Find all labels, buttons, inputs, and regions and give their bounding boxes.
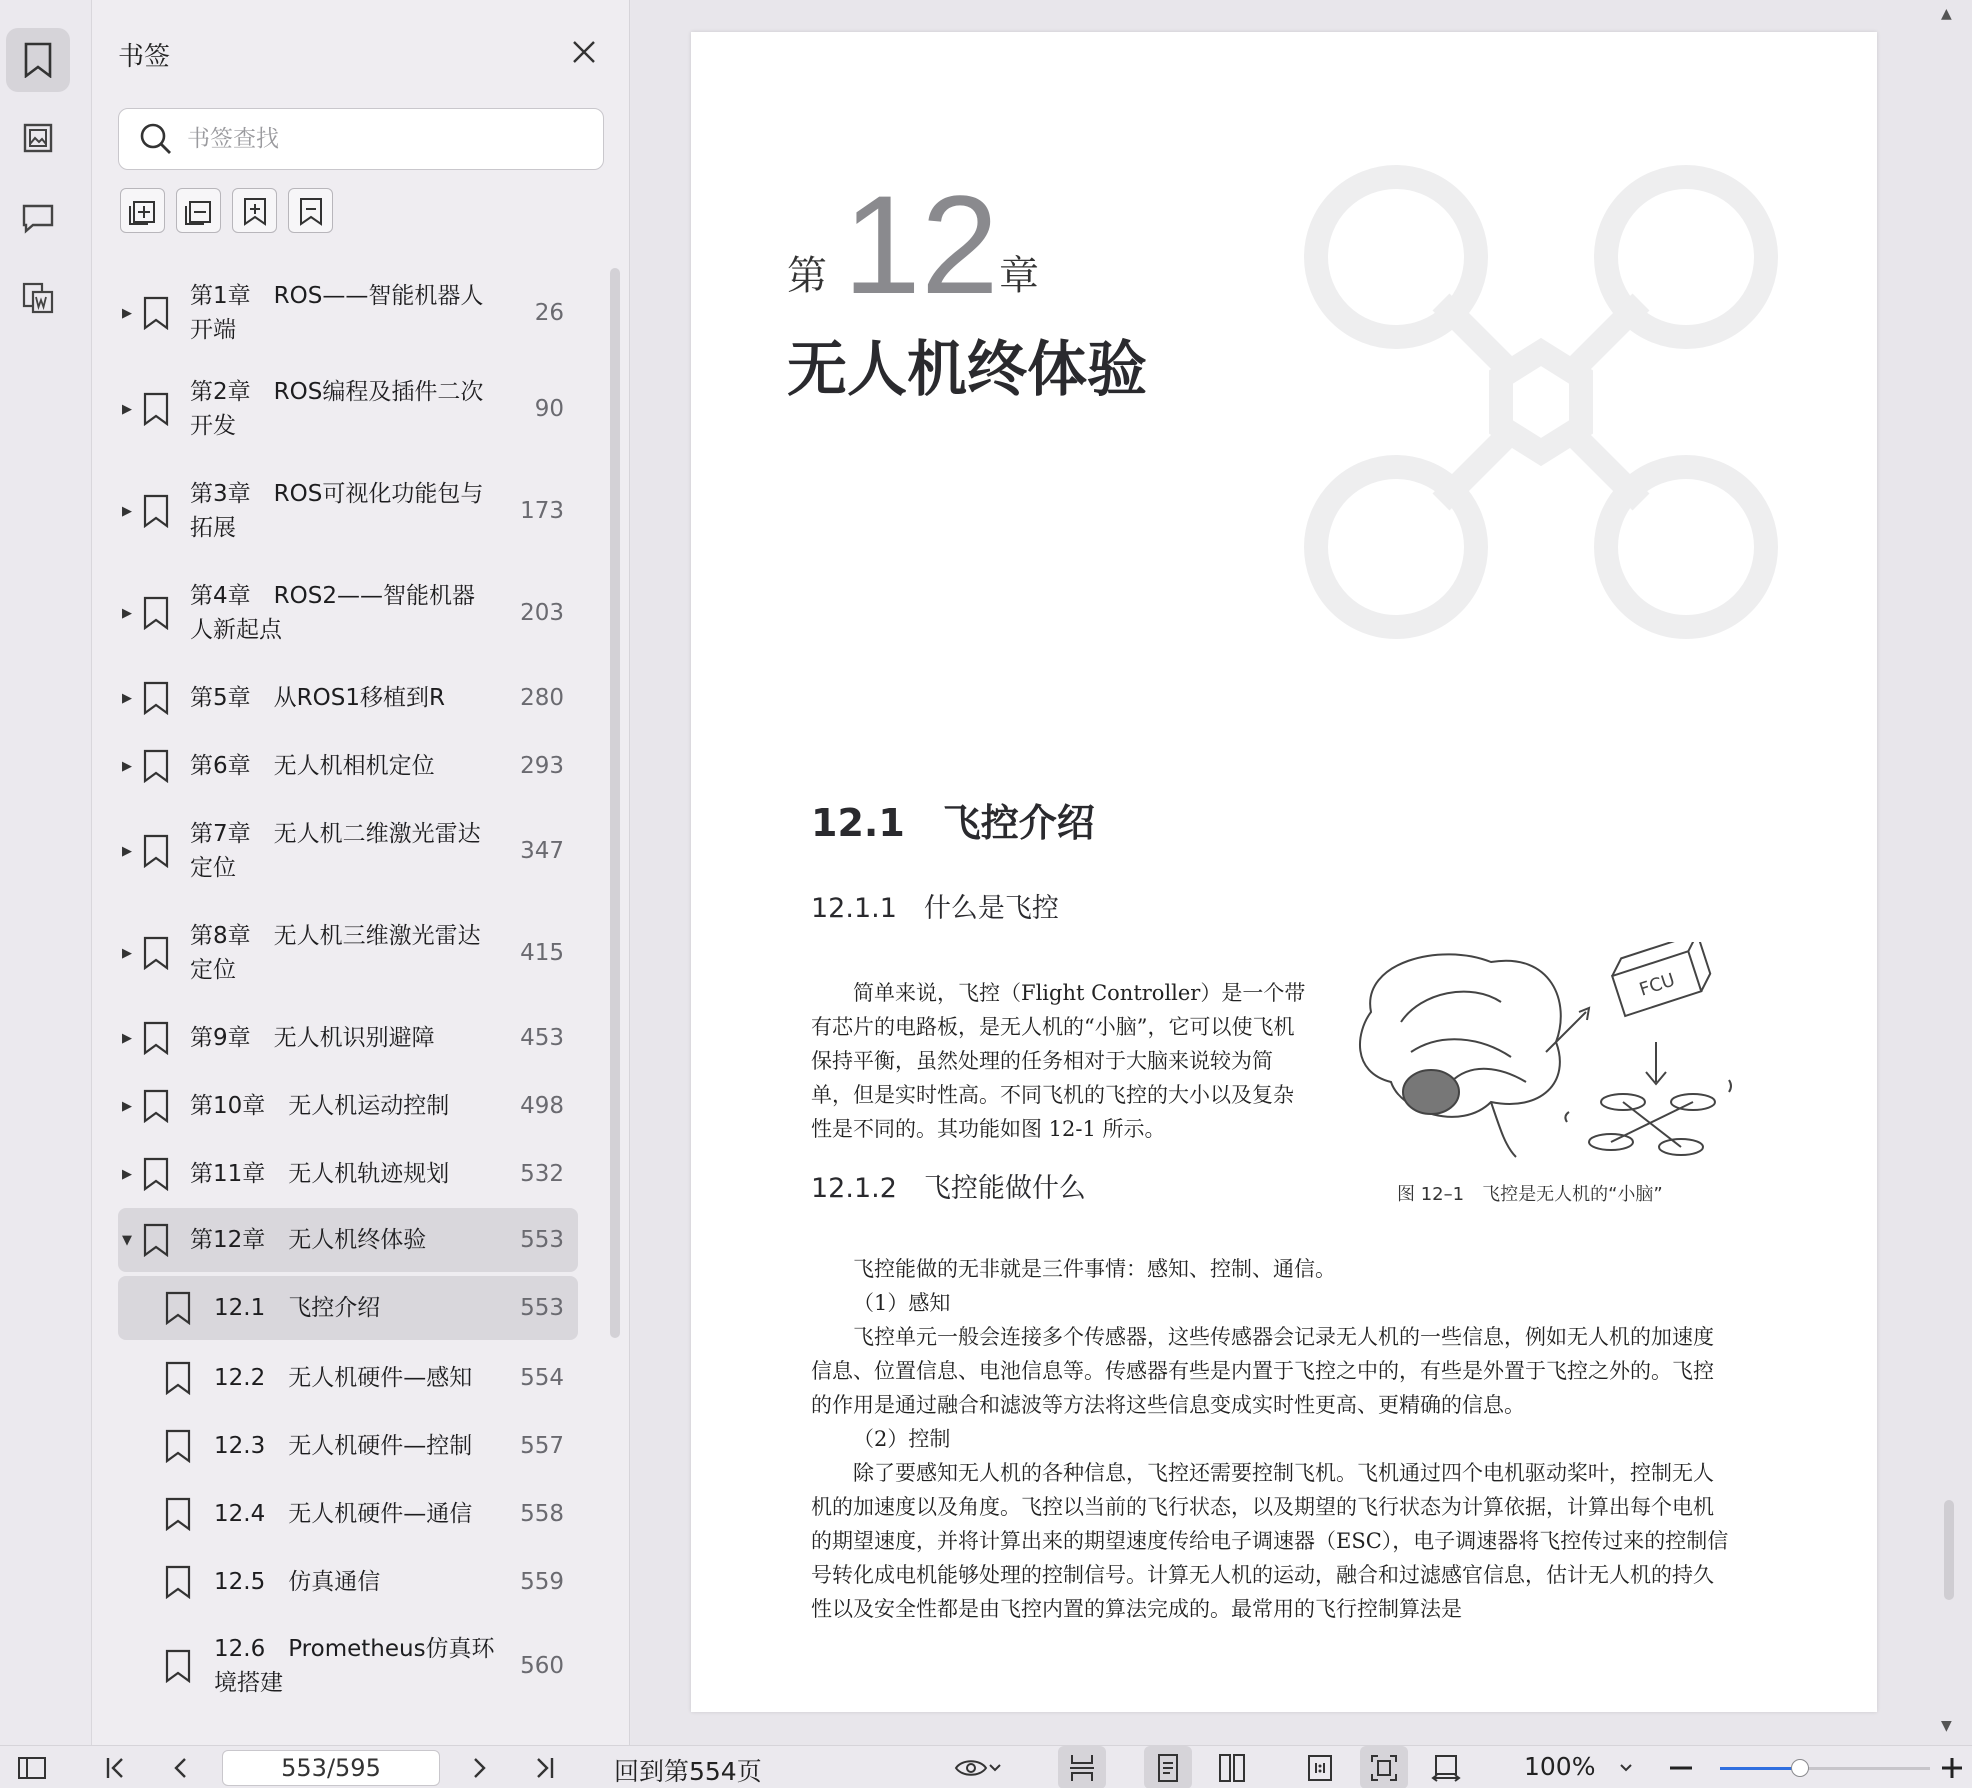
drone-watermark-icon (1291, 152, 1791, 652)
previous-page-button[interactable] (162, 1746, 198, 1788)
zoom-out-button[interactable] (1666, 1746, 1696, 1788)
expand-arrow-icon[interactable]: ▶ (122, 690, 132, 706)
bookmark-icon (142, 494, 170, 528)
svg-text:FCU: FCU (1636, 969, 1678, 1001)
bookmark-page: 553 (520, 1295, 564, 1321)
bookmark-icon (142, 392, 170, 426)
bookmark-icon (23, 42, 53, 78)
close-panel-button[interactable] (568, 36, 600, 68)
bookmark-toolbar (120, 188, 333, 233)
single-page-icon (1156, 1753, 1180, 1783)
bookmark-icon (142, 1223, 170, 1257)
paragraph: 除了要感知无人机的各种信息，飞控还需要控制飞机。飞机通过四个电机驱动桨叶，控制无人机的加速度以及角度。飞控以当前的飞行状态，以及期望的飞行状态为计算依据，计算出每个电机的期望速度，并将计算出来的期望速度传给电子调速器（ESC），电子调速器将飞控传过来的控制信号转化成电机能够处理的控制信号。计算无人机的运动，融合和过滤感官信息，估计无人机的持久性以及安全性都是由飞控内置的算法完成的。最常用的飞行控制算法是 (811, 1461, 1729, 1621)
zoom-slider[interactable] (1720, 1767, 1930, 1770)
bookmark-icon (142, 834, 170, 868)
chevron-left-icon (170, 1755, 190, 1781)
zoom-level[interactable]: 100% (1524, 1752, 1596, 1781)
bookmark-add-icon (240, 196, 270, 226)
eye-icon (954, 1757, 988, 1779)
chapter-number: 12 (843, 166, 999, 323)
bookmark-label: 第9章 无人机识别避障 (190, 1025, 435, 1051)
bookmark-label: 12.4 无人机硬件—通信 (214, 1501, 473, 1527)
image-icon (22, 122, 54, 154)
bookmark-page: 280 (520, 685, 564, 711)
chapter-prefix: 第 (787, 253, 827, 299)
continuous-scroll-button[interactable] (1058, 1746, 1106, 1788)
bookmark-page: 347 (520, 838, 564, 864)
chevron-down-icon (988, 1763, 1002, 1773)
bookmark-icon (142, 681, 170, 715)
expand-arrow-icon[interactable]: ▶ (122, 1030, 132, 1046)
bookmark-icon (164, 1497, 192, 1531)
bookmark-page: 90 (534, 396, 564, 422)
convert-tab-button[interactable] (6, 266, 70, 330)
next-page-button[interactable] (462, 1746, 498, 1788)
bookmark-item[interactable] (118, 1344, 578, 1412)
bookmark-page: 203 (520, 600, 564, 626)
bookmark-panel (92, 0, 630, 1745)
bookmark-label: 第7章 无人机二维激光雷达定位 (190, 821, 481, 881)
paragraph: 简单来说，飞控（Flight Controller）是一个带有芯片的电路板，是无人机的“小脑”，它可以使飞机保持平衡，虽然处理的任务相对于大脑来说较为简单，但是实时性高。不同飞机的飞控的大小以及复杂性是不同的。其功能如图 12-1 所示。 (811, 981, 1306, 1141)
expand-arrow-icon[interactable]: ▶ (122, 945, 132, 961)
bookmark-icon (164, 1565, 192, 1599)
back-to-page-link[interactable]: 回到第554页 (614, 1757, 762, 1786)
left-icon-rail (0, 0, 92, 1745)
chapter-title: 无人机终体验 (787, 335, 1147, 405)
expand-all-icon (128, 196, 158, 226)
plus-icon (1941, 1757, 1963, 1779)
bookmark-page: 558 (520, 1501, 564, 1527)
view-mode-dropdown[interactable] (948, 1746, 1008, 1788)
bookmark-label: 第1章 ROS——智能机器人开端 (190, 283, 484, 343)
expand-all-button[interactable] (120, 188, 165, 233)
document-convert-icon (21, 281, 55, 315)
minus-icon (1669, 1765, 1693, 1771)
zoom-in-button[interactable] (1938, 1746, 1966, 1788)
actual-size-button[interactable] (1296, 1746, 1344, 1788)
panel-title: 书签 (118, 42, 171, 72)
collapse-all-icon (184, 196, 214, 226)
paragraph: 飞控单元一般会连接多个传感器，这些传感器会记录无人机的一些信息，例如无人机的加速度信息、位置信息、电池信息等。传感器有些是内置于飞控之中的，有些是外置于飞控之外的。飞控的作用是通过融合和滤波等方法将这些信息变成实时性更高、更精确的信息。 (811, 1325, 1714, 1417)
bookmark-icon (142, 296, 170, 330)
bookmark-item[interactable] (118, 1616, 578, 1716)
chevron-down-icon (1619, 1763, 1633, 1773)
bookmark-item[interactable] (118, 732, 578, 800)
bookmark-item[interactable] (118, 1548, 578, 1616)
bookmark-label: 12.6 Prometheus仿真环境搭建 (214, 1636, 495, 1696)
toggle-sidebar-button[interactable] (12, 1746, 52, 1788)
subsection-heading: 12.1.1 什么是飞控 (811, 893, 1059, 924)
paragraph: 飞控能做的无非就是三件事情：感知、控制、通信。 (853, 1257, 1336, 1281)
bookmark-page: 560 (520, 1653, 564, 1679)
continuous-page-icon (1068, 1753, 1096, 1783)
bookmark-label: 12.2 无人机硬件—感知 (214, 1365, 473, 1391)
bookmark-icon (142, 596, 170, 630)
bookmark-item[interactable] (118, 1072, 578, 1140)
bookmark-item[interactable] (118, 1004, 578, 1072)
bookmark-label: 12.1 飞控介绍 (214, 1295, 381, 1321)
bookmark-item[interactable] (118, 358, 578, 460)
fit-page-icon (1370, 1754, 1398, 1782)
expand-arrow-icon[interactable]: ▶ (122, 843, 132, 859)
bookmark-search-box (118, 108, 604, 170)
expand-arrow-icon[interactable]: ▶ (122, 605, 132, 621)
section-heading: 12.1 飞控介绍 (811, 801, 1095, 845)
bookmark-label: 第5章 从ROS1移植到R (190, 685, 445, 711)
bookmark-label: 12.3 无人机硬件—控制 (214, 1433, 473, 1459)
add-bookmark-button[interactable] (232, 188, 277, 233)
bookmark-icon (164, 1429, 192, 1463)
remove-bookmark-button[interactable] (288, 188, 333, 233)
bookmark-item[interactable] (118, 268, 578, 358)
paragraph: （2）控制 (853, 1427, 951, 1451)
paragraph: （1）感知 (853, 1291, 951, 1315)
document-scrollbar[interactable] (1944, 1500, 1954, 1600)
bookmark-icon (164, 1361, 192, 1395)
bookmark-label: 第10章 无人机运动控制 (190, 1093, 450, 1119)
first-page-icon (104, 1755, 128, 1781)
bookmark-page: 553 (520, 1227, 564, 1253)
expand-arrow-icon[interactable]: ▶ (122, 1166, 132, 1182)
bookmark-icon (142, 1089, 170, 1123)
bookmark-search-input[interactable] (187, 126, 587, 152)
subsection-heading: 12.1.2 飞控能做什么 (811, 1173, 1086, 1204)
scroll-down-arrow-icon[interactable]: ▼ (1941, 1718, 1952, 1734)
page-number-input[interactable]: 553/595 (222, 1750, 440, 1786)
bookmark-page: 559 (520, 1569, 564, 1595)
bookmark-item[interactable] (118, 1140, 578, 1208)
first-page-button[interactable] (98, 1746, 134, 1788)
expand-arrow-icon[interactable]: ▶ (122, 305, 132, 321)
last-page-icon (532, 1755, 556, 1781)
bookmark-page: 498 (520, 1093, 564, 1119)
fit-width-button[interactable] (1422, 1746, 1470, 1788)
bookmarks-tab-button[interactable] (6, 28, 70, 92)
expand-arrow-icon[interactable]: ▶ (122, 758, 132, 774)
bottom-toolbar (0, 1745, 1972, 1788)
zoom-slider-fill (1720, 1767, 1800, 1770)
bookmark-page: 453 (520, 1025, 564, 1051)
bookmark-item[interactable] (118, 902, 578, 1004)
expand-arrow-icon[interactable]: ▶ (122, 1098, 132, 1114)
bookmark-page: 554 (520, 1365, 564, 1391)
paragraph-group (811, 1252, 1731, 1626)
bookmark-label: 第4章 ROS2——智能机器人新起点 (190, 583, 475, 643)
two-page-icon (1218, 1753, 1246, 1783)
bookmark-icon (142, 1021, 170, 1055)
single-page-button[interactable] (1144, 1746, 1192, 1788)
bookmark-item-selected[interactable] (118, 1276, 578, 1340)
bookmark-icon (142, 1157, 170, 1191)
scroll-up-arrow-icon[interactable]: ▲ (1941, 6, 1952, 22)
document-page (691, 32, 1877, 1712)
bookmark-page: 173 (520, 498, 564, 524)
bookmark-item[interactable] (118, 460, 578, 562)
bookmark-page: 557 (520, 1433, 564, 1459)
comment-icon (21, 202, 55, 234)
expand-arrow-icon[interactable]: ▶ (122, 503, 132, 519)
thumbnails-tab-button[interactable] (6, 106, 70, 170)
search-icon (139, 122, 173, 156)
last-page-button[interactable] (526, 1746, 562, 1788)
bookmark-label: 第8章 无人机三维激光雷达定位 (190, 923, 481, 983)
chapter-suffix: 章 (999, 253, 1039, 299)
bookmark-label: 第12章 无人机终体验 (190, 1227, 427, 1253)
bookmark-item[interactable] (118, 800, 578, 902)
bookmark-panel-scrollbar[interactable] (610, 268, 620, 1338)
bookmark-list (118, 268, 578, 1716)
close-icon (568, 36, 600, 68)
collapse-all-button[interactable] (176, 188, 221, 233)
collapse-arrow-icon[interactable]: ▼ (122, 1232, 132, 1248)
bookmark-icon (142, 749, 170, 783)
bookmark-page: 293 (520, 753, 564, 779)
bookmark-item[interactable] (118, 1412, 578, 1480)
bookmark-page: 26 (534, 300, 564, 326)
figure-caption: 图 12–1 飞控是无人机的“小脑” (1397, 1184, 1663, 1205)
bookmark-item[interactable] (118, 664, 578, 732)
comments-tab-button[interactable] (6, 186, 70, 250)
bookmark-item[interactable] (118, 562, 578, 664)
bookmark-label: 第11章 无人机轨迹规划 (190, 1161, 450, 1187)
bookmark-label: 第6章 无人机相机定位 (190, 753, 435, 779)
bookmark-label: 第3章 ROS可视化功能包与拓展 (190, 481, 484, 541)
chevron-right-icon (470, 1755, 490, 1781)
expand-arrow-icon[interactable]: ▶ (122, 401, 132, 417)
zoom-slider-handle[interactable] (1791, 1759, 1809, 1777)
bookmark-icon (164, 1649, 192, 1683)
bookmark-item-expanded[interactable] (118, 1208, 578, 1272)
bookmark-remove-icon (296, 196, 326, 226)
bookmark-label: 12.5 仿真通信 (214, 1569, 381, 1595)
fit-width-icon (1431, 1754, 1461, 1782)
figure-brain-drone-illustration (1341, 942, 1761, 1172)
actual-size-icon (1307, 1754, 1333, 1782)
zoom-dropdown[interactable] (1614, 1746, 1638, 1788)
bookmark-page: 532 (520, 1161, 564, 1187)
sidebar-toggle-icon (17, 1755, 47, 1781)
document-viewer (631, 0, 1972, 1745)
bookmark-icon (142, 936, 170, 970)
bookmark-item[interactable] (118, 1480, 578, 1548)
bookmark-label: 第2章 ROS编程及插件二次开发 (190, 379, 484, 439)
fit-page-button[interactable] (1360, 1746, 1408, 1788)
two-page-button[interactable] (1208, 1746, 1256, 1788)
bookmark-page: 415 (520, 940, 564, 966)
bookmark-icon (164, 1291, 192, 1325)
